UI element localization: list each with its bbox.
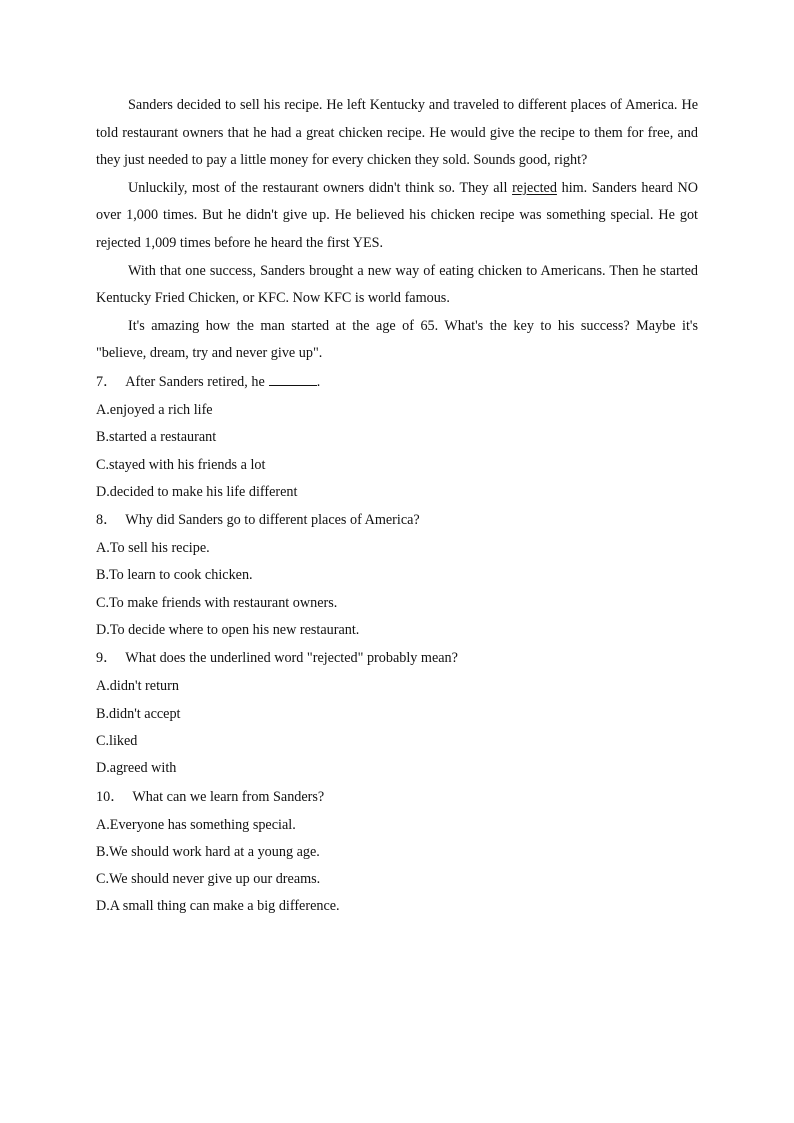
question-7 bbox=[96, 368, 698, 397]
question-text: What can we learn from Sanders? bbox=[132, 788, 325, 805]
question-number: 9． bbox=[96, 650, 118, 667]
passage-paragraph-2 bbox=[96, 175, 698, 258]
question-number: 7． bbox=[96, 373, 118, 390]
question-trail: . bbox=[316, 373, 321, 390]
question-number: 8． bbox=[96, 512, 118, 529]
question-9 bbox=[96, 644, 698, 673]
option-10c: C.We should never give up our dreams. bbox=[96, 871, 321, 888]
option-9b: B.didn't accept bbox=[96, 705, 181, 722]
option-7b: B.started a restaurant bbox=[96, 429, 217, 446]
paragraph-2-text-start: Unluckily, most of the restaurant owners didn't think so. They all bbox=[128, 179, 508, 196]
option-7a: A.enjoyed a rich life bbox=[96, 401, 213, 418]
option-8d: D.To decide where to open his new restaurant. bbox=[96, 622, 360, 639]
option-8a: A.To sell his recipe. bbox=[96, 540, 210, 557]
question-8 bbox=[96, 506, 698, 535]
option-9d: D.agreed with bbox=[96, 760, 177, 777]
option-7d: D.decided to make his life different bbox=[96, 483, 298, 500]
underlined-word-rejected: rejected bbox=[512, 179, 557, 196]
question-text: What does the underlined word "rejected" probably mean? bbox=[125, 650, 458, 667]
paragraph-2-text-end: him. Sanders heard NO over 1,000 times. But he didn't give up. He believed his chicken recipe was something special. He got rejected 1,009 times before he heard the first YES. bbox=[96, 179, 699, 251]
question-text: Why did Sanders go to different places of America? bbox=[125, 512, 420, 529]
answer-blank bbox=[269, 371, 317, 386]
option-10b: B.We should work hard at a young age. bbox=[96, 843, 320, 860]
option-9c: C.liked bbox=[96, 732, 138, 749]
passage-paragraph-4: It's amazing how the man started at the age of 65. What's the key to his success? Maybe it's "believe, dream, try and never give up". bbox=[96, 317, 698, 362]
option-8b: B.To learn to cook chicken. bbox=[96, 567, 253, 584]
option-10d: D.A small thing can make a big difference. bbox=[96, 898, 340, 915]
option-7c: C.stayed with his friends a lot bbox=[96, 456, 266, 473]
passage-paragraph-3: With that one success, Sanders brought a new way of eating chicken to Americans. Then he started Kentucky Fried Chicken, or KFC. Now KFC is world famous. bbox=[96, 262, 698, 307]
question-number: 10． bbox=[96, 788, 125, 805]
document-page bbox=[96, 92, 698, 921]
question-10 bbox=[96, 783, 698, 812]
question-text: After Sanders retired, he bbox=[125, 373, 265, 390]
passage-paragraph-1: Sanders decided to sell his recipe. He left Kentucky and traveled to different places of America. He told restaurant owners that he had a great chicken recipe. He would give the recipe to them for free, and they just needed to pay a little money for every chicken they sold. Sounds good, right? bbox=[96, 97, 698, 169]
option-10a: A.Everyone has something special. bbox=[96, 816, 296, 833]
option-9a: A.didn't return bbox=[96, 678, 179, 695]
option-8c: C.To make friends with restaurant owners. bbox=[96, 594, 338, 611]
